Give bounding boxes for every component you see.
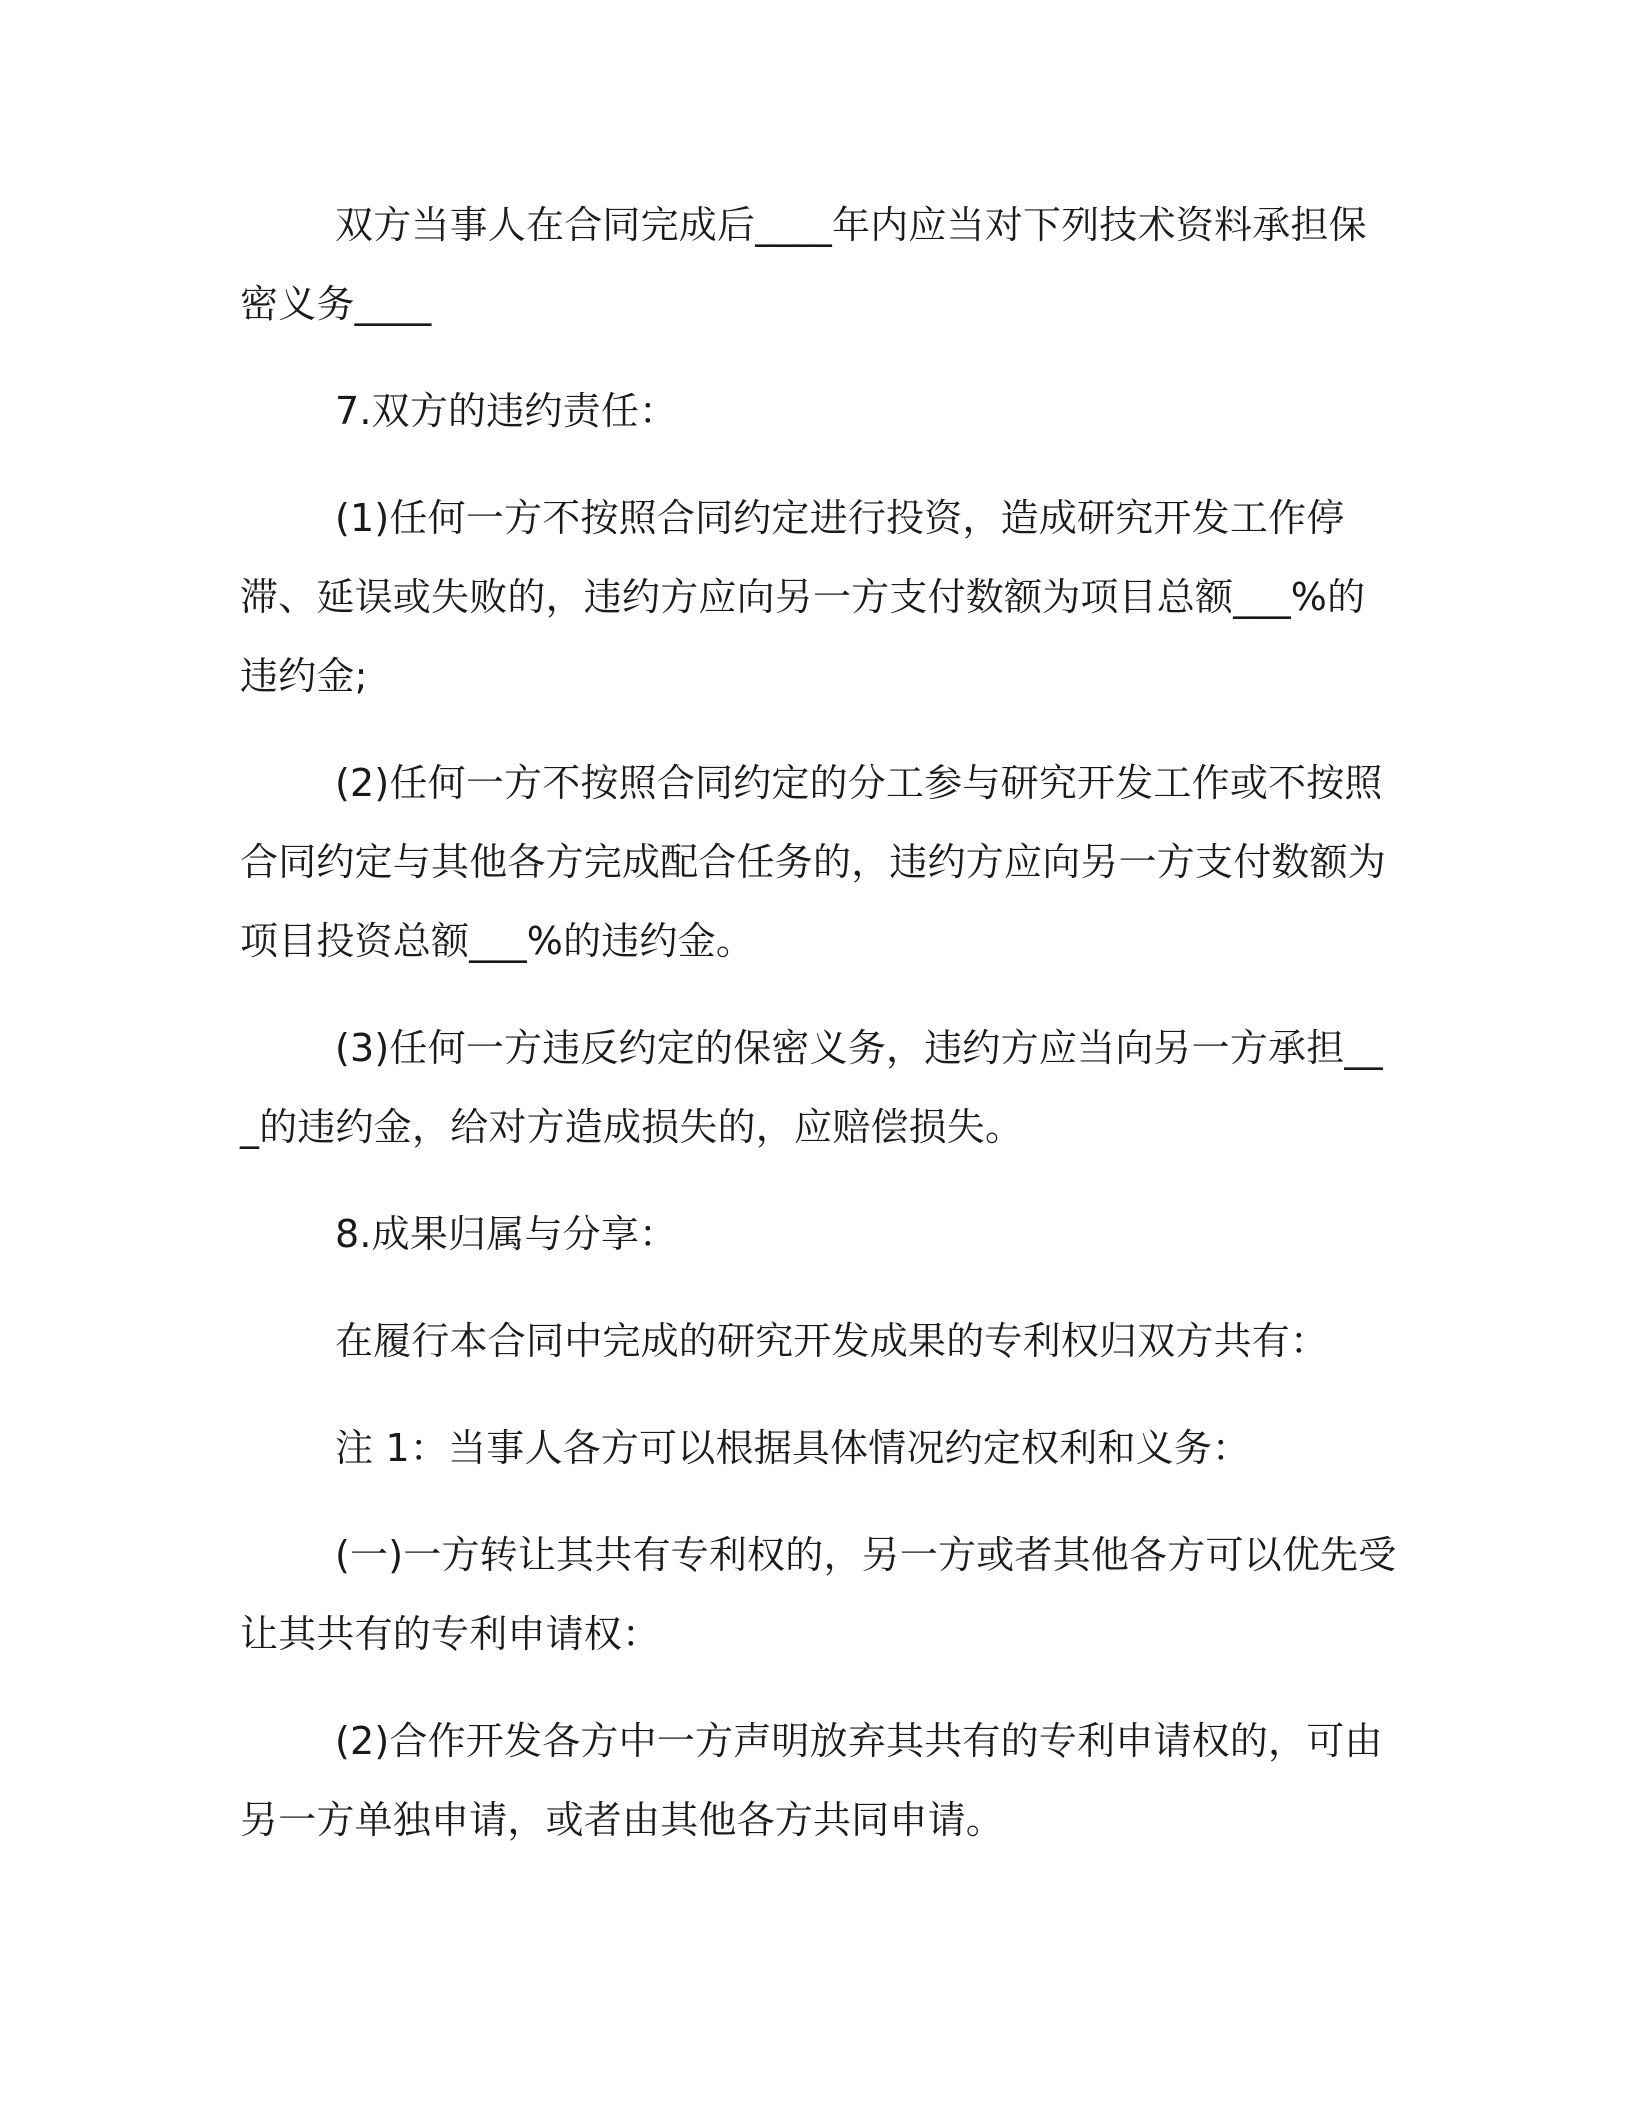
heading-liability: 7.双方的违约责任： [335, 389, 678, 433]
paragraph-liability-1: (1)任何一方不按照合同约定进行投资，造成研究开发工作停滞、延误或失败的，违约方应向另一方支付数额为项目总额___%的违约金; [240, 496, 1366, 698]
paragraph-waiver: (2)合作开发各方中一方声明放弃其共有的专利申请权的，可由另一方单独申请，或者由其他各方共同申请。 [240, 1719, 1383, 1842]
paragraph-patent-ownership: 在履行本合同中完成的研究开发成果的专利权归双方共有： [335, 1319, 1329, 1363]
document-body [240, 186, 1400, 1888]
heading-results-ownership: 8.成果归属与分享： [335, 1212, 678, 1256]
paragraph-liability-3: (3)任何一方违反约定的保密义务，违约方应当向另一方承担___的违约金，给对方造成损失的，应赔偿损失。 [240, 1026, 1383, 1149]
paragraph-confidentiality-term: 双方当事人在合同完成后____年内应当对下列技术资料承担保密义务____ [240, 203, 1367, 326]
paragraph-note-1: 注 1：当事人各方可以根据具体情况约定权利和义务： [335, 1426, 1251, 1470]
paragraph-liability-2: (2)任何一方不按照合同约定的分工参与研究开发工作或不按照合同约定与其他各方完成配合任务的，违约方应向另一方支付数额为项目投资总额___%的违约金。 [240, 761, 1387, 963]
paragraph-transfer-priority: (一)一方转让其共有专利权的，另一方或者其他各方可以优先受让其共有的专利申请权： [240, 1533, 1397, 1656]
